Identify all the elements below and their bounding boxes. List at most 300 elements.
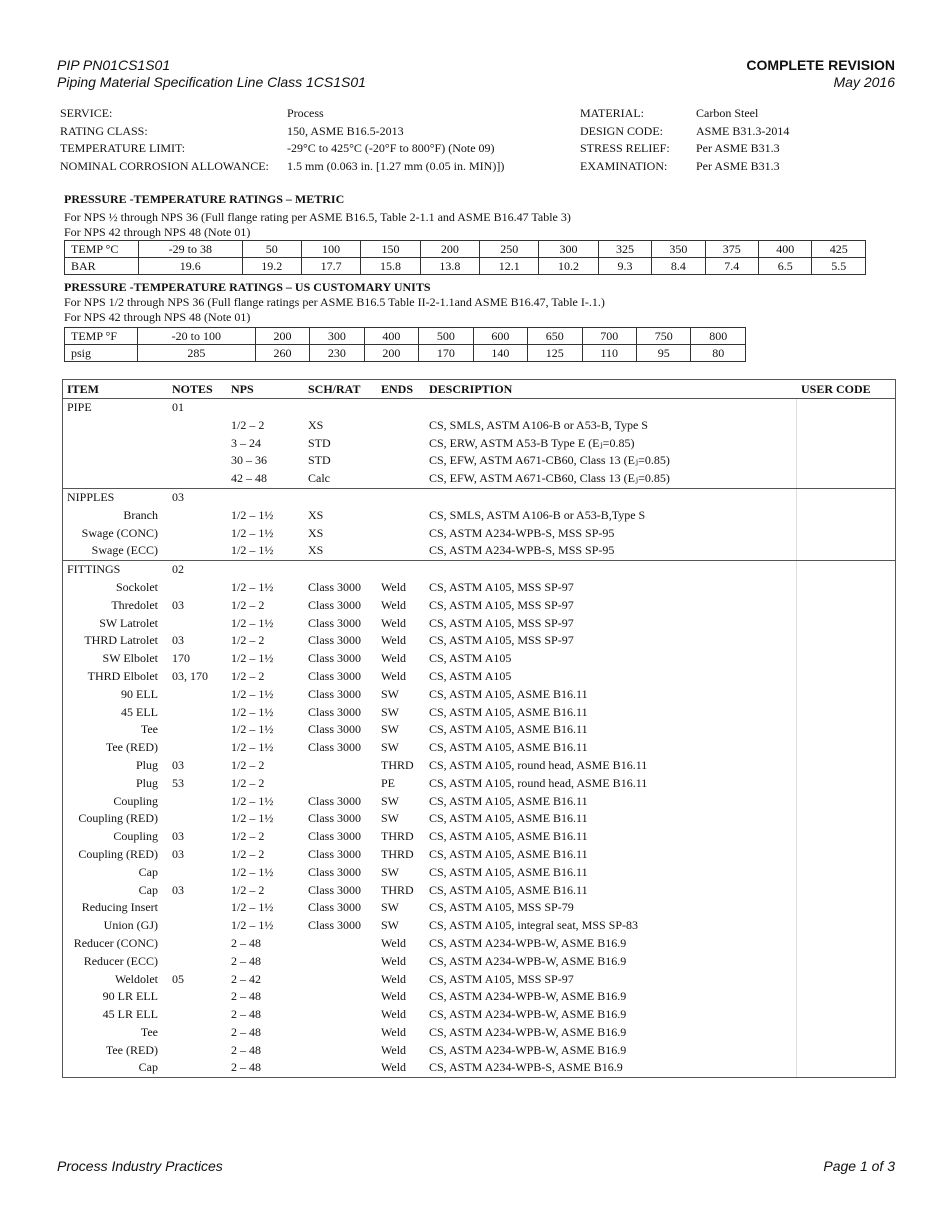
row-nps: 2 – 48 <box>231 953 261 968</box>
row-sch-rat: XS <box>308 417 324 432</box>
row-description: CS, ASTM A105, ASME B16.11 <box>429 846 588 861</box>
row-ends: SW <box>381 740 399 755</box>
spec-row <box>63 579 895 597</box>
spec-group-title-row <box>63 489 895 507</box>
metric-value-cell: 19.2 <box>242 258 301 275</box>
row-ends: Weld <box>381 651 407 666</box>
row-item: Plug <box>135 775 158 790</box>
row-nps: 1/2 – 1½ <box>231 615 274 630</box>
spec-row <box>63 846 895 864</box>
row-description: CS, ASTM A105, MSS SP-97 <box>429 597 574 612</box>
spec-row <box>63 828 895 846</box>
row-item: 90 ELL <box>121 686 158 701</box>
spec-row <box>63 1024 895 1042</box>
metric-temp-cell: 100 <box>301 241 360 258</box>
row-description: CS, ASTM A234-WPB-W, ASME B16.9 <box>429 935 627 950</box>
revision-label: COMPLETE REVISION <box>746 57 895 73</box>
row-description: CS, ASTM A105 <box>429 668 512 683</box>
row-nps: 1/2 – 2 <box>231 775 265 790</box>
row-nps: 1/2 – 2 <box>231 417 265 432</box>
row-description: CS, ASTM A234-WPB-W, ASME B16.9 <box>429 1024 627 1039</box>
row-ends: PE <box>381 775 396 790</box>
metric-value-cell: 8.4 <box>652 258 705 275</box>
row-description: CS, ASTM A234-WPB-S, MSS SP-95 <box>429 525 615 540</box>
spec-row <box>63 597 895 615</box>
info-value: Per ASME B31.3 <box>696 159 780 174</box>
row-item: Cap <box>138 1060 158 1075</box>
row-ends: Weld <box>381 971 407 986</box>
row-item: Tee <box>140 1024 158 1039</box>
row-nps: 1/2 – 1½ <box>231 900 274 915</box>
row-ends: Weld <box>381 953 407 968</box>
spec-row <box>63 1006 895 1024</box>
metric-temp-cell: 350 <box>652 241 705 258</box>
row-description: CS, EFW, ASTM A671-CB60, Class 13 (Eⱼ=0.85) <box>429 471 670 486</box>
row-ends: SW <box>381 793 399 808</box>
row-description: CS, ERW, ASTM A53-B Type E (Eⱼ=0.85) <box>429 435 635 450</box>
row-notes: 03 <box>172 597 184 612</box>
row-item: Coupling (RED) <box>78 846 158 861</box>
spec-row <box>63 935 895 953</box>
row-description: CS, ASTM A105, ASME B16.11 <box>429 882 588 897</box>
row-description: CS, ASTM A105, MSS SP-97 <box>429 615 574 630</box>
header-notes: NOTES <box>172 382 213 396</box>
row-sch-rat: Class 3000 <box>308 615 362 630</box>
spec-info-block <box>60 106 900 177</box>
row-ends: SW <box>381 722 399 737</box>
row-item: Tee (RED) <box>105 1042 158 1057</box>
row-nps: 2 – 48 <box>231 1042 261 1057</box>
doc-title: Piping Material Specification Line Class 1CS1S01 <box>57 74 366 90</box>
spec-row <box>63 810 895 828</box>
info-row <box>60 106 900 124</box>
row-sch-rat: Class 3000 <box>308 704 362 719</box>
row-description: CS, ASTM A105, ASME B16.11 <box>429 811 588 826</box>
row-sch-rat: Class 3000 <box>308 846 362 861</box>
us-value-cell: 230 <box>310 345 364 362</box>
row-item: THRD Latrolet <box>84 633 158 648</box>
row-ends: Weld <box>381 1060 407 1075</box>
row-sch-rat: Class 3000 <box>308 900 362 915</box>
row-description: CS, ASTM A105 <box>429 651 512 666</box>
row-sch-rat: Class 3000 <box>308 633 362 648</box>
spec-row <box>63 721 895 739</box>
row-description: CS, ASTM A105, ASME B16.11 <box>429 740 588 755</box>
row-description: CS, ASTM A105, ASME B16.11 <box>429 793 588 808</box>
metric-value-cell: 9.3 <box>598 258 651 275</box>
row-notes: 03 <box>172 829 184 844</box>
row-notes: 03 <box>172 882 184 897</box>
us-temp-cell: 650 <box>528 328 582 345</box>
row-sch-rat: STD <box>308 435 331 450</box>
spec-row <box>63 971 895 989</box>
row-nps: 3 – 24 <box>231 435 261 450</box>
row-ends: Weld <box>381 615 407 630</box>
spec-row <box>63 435 895 453</box>
us-note-1: For NPS 1/2 through NPS 36 (Full flange ratings per ASME B16.5 Table II-2-1.1and ASME B16.47, Table I-.1.) <box>64 295 605 309</box>
row-nps: 1/2 – 2 <box>231 633 265 648</box>
row-nps: 1/2 – 1½ <box>231 811 274 826</box>
row-sch-rat: XS <box>308 507 324 522</box>
spec-row <box>63 650 895 668</box>
row-notes: 03 <box>172 757 184 772</box>
row-nps: 1/2 – 2 <box>231 829 265 844</box>
row-nps: 1/2 – 2 <box>231 882 265 897</box>
group-notes: 02 <box>172 562 184 577</box>
info-value: Process <box>287 106 324 120</box>
row-nps: 1/2 – 1½ <box>231 740 274 755</box>
row-description: CS, ASTM A234-WPB-W, ASME B16.9 <box>429 1007 627 1022</box>
spec-row <box>63 757 895 775</box>
metric-temp-label: TEMP °C <box>65 241 139 258</box>
page-number: Page 1 of 3 <box>823 1158 895 1174</box>
row-item: THRD Elbolet <box>87 668 158 683</box>
spec-row <box>63 452 895 470</box>
row-sch-rat: Class 3000 <box>308 811 362 826</box>
header-item: ITEM <box>67 382 100 396</box>
row-sch-rat: Class 3000 <box>308 597 362 612</box>
metric-note-2: For NPS 42 through NPS 48 (Note 01) <box>64 225 251 239</box>
row-ends: SW <box>381 686 399 701</box>
group-title: NIPPLES <box>67 489 115 504</box>
row-item: Sockolet <box>116 579 158 594</box>
row-item: SW Elbolet <box>102 651 158 666</box>
info-label: SERVICE: <box>60 106 113 120</box>
row-nps: 30 – 36 <box>231 453 267 468</box>
spec-row <box>63 507 895 525</box>
row-item: Union (GJ) <box>103 918 158 933</box>
row-sch-rat: Class 3000 <box>308 882 362 897</box>
us-value-cell: 110 <box>582 345 636 362</box>
row-description: CS, ASTM A105, MSS SP-97 <box>429 579 574 594</box>
row-description: CS, ASTM A105, ASME B16.11 <box>429 704 588 719</box>
metric-value-cell: 5.5 <box>812 258 866 275</box>
row-item: Reducing Insert <box>81 900 158 915</box>
header-user-code: USER CODE <box>801 382 871 396</box>
spec-table-body <box>63 399 895 1077</box>
row-ends: SW <box>381 811 399 826</box>
row-description: CS, ASTM A105, round head, ASME B16.11 <box>429 757 648 772</box>
row-sch-rat: Class 3000 <box>308 864 362 879</box>
footer-org: Process Industry Practices <box>57 1158 223 1174</box>
spec-row <box>63 417 895 435</box>
row-item: Reducer (ECC) <box>83 953 158 968</box>
us-temp-cell: 700 <box>582 328 636 345</box>
row-sch-rat: Calc <box>308 471 330 486</box>
metric-value-cell: 13.8 <box>420 258 479 275</box>
metric-temp-cell: -29 to 38 <box>139 241 243 258</box>
row-description: CS, ASTM A105, round head, ASME B16.11 <box>429 775 648 790</box>
row-description: CS, SMLS, ASTM A106-B or A53-B, Type S <box>429 417 648 432</box>
us-value-label: psig <box>65 345 138 362</box>
row-ends: Weld <box>381 1042 407 1057</box>
row-ends: SW <box>381 704 399 719</box>
row-item: Plug <box>135 757 158 772</box>
info-value: ASME B31.3-2014 <box>696 123 790 138</box>
row-description: CS, ASTM A234-WPB-W, ASME B16.9 <box>429 1042 627 1057</box>
row-description: CS, ASTM A105, MSS SP-97 <box>429 971 574 986</box>
doc-date: May 2016 <box>833 74 895 90</box>
info-value: 1.5 mm (0.063 in. [1.27 mm (0.05 in. MIN)]) <box>287 159 505 174</box>
row-nps: 1/2 – 1½ <box>231 651 274 666</box>
row-ends: Weld <box>381 989 407 1004</box>
row-description: CS, ASTM A105, ASME B16.11 <box>429 686 588 701</box>
row-item: 90 LR ELL <box>102 989 158 1004</box>
row-sch-rat: STD <box>308 453 331 468</box>
metric-value-cell: 19.6 <box>139 258 243 275</box>
row-description: CS, ASTM A234-WPB-S, MSS SP-95 <box>429 543 615 558</box>
metric-temp-cell: 250 <box>480 241 539 258</box>
row-notes: 53 <box>172 775 184 790</box>
spec-row <box>63 899 895 917</box>
info-value: Per ASME B31.3 <box>696 141 780 156</box>
row-notes: 170 <box>172 651 190 666</box>
row-description: CS, ASTM A105, MSS SP-79 <box>429 900 574 915</box>
us-temp-cell: 400 <box>364 328 418 345</box>
spec-group <box>63 399 895 489</box>
row-nps: 2 – 48 <box>231 1060 261 1075</box>
group-notes: 03 <box>172 489 184 504</box>
row-description: CS, ASTM A105, integral seat, MSS SP-83 <box>429 918 639 933</box>
row-item: Weldolet <box>114 971 158 986</box>
row-nps: 1/2 – 1½ <box>231 507 274 522</box>
row-nps: 2 – 48 <box>231 1024 261 1039</box>
row-ends: Weld <box>381 935 407 950</box>
us-value-cell: 260 <box>255 345 309 362</box>
row-sch-rat: Class 3000 <box>308 793 362 808</box>
metric-value-cell: 7.4 <box>705 258 758 275</box>
row-notes: 03 <box>172 633 184 648</box>
row-item: Tee <box>140 722 158 737</box>
row-sch-rat: Class 3000 <box>308 651 362 666</box>
row-nps: 1/2 – 1½ <box>231 686 274 701</box>
row-item: Tee (RED) <box>105 740 158 755</box>
row-item: Coupling <box>113 829 158 844</box>
spec-row <box>63 864 895 882</box>
spec-row <box>63 632 895 650</box>
metric-temp-cell: 50 <box>242 241 301 258</box>
metric-value-cell: 15.8 <box>361 258 420 275</box>
spec-row <box>63 917 895 935</box>
row-ends: Weld <box>381 668 407 683</box>
row-ends: SW <box>381 918 399 933</box>
header-sch-rat: SCH/RAT <box>308 382 361 396</box>
info-row <box>60 124 900 142</box>
us-temp-cell: 500 <box>419 328 473 345</box>
info-label: MATERIAL: <box>580 106 644 120</box>
metric-temp-cell: 425 <box>812 241 866 258</box>
row-sch-rat: Class 3000 <box>308 740 362 755</box>
row-sch-rat: XS <box>308 543 324 558</box>
info-label: TEMPERATURE LIMIT: <box>60 141 186 156</box>
metric-temp-cell: 150 <box>361 241 420 258</box>
header-description: DESCRIPTION <box>429 382 513 396</box>
us-value-cell: 125 <box>528 345 582 362</box>
spec-row <box>63 542 895 560</box>
us-value-cell: 95 <box>636 345 690 362</box>
row-nps: 1/2 – 1½ <box>231 918 274 933</box>
row-nps: 1/2 – 1½ <box>231 525 274 540</box>
info-label: NOMINAL CORROSION ALLOWANCE: <box>60 159 269 174</box>
us-value-cell: 140 <box>473 345 527 362</box>
metric-temp-cell: 375 <box>705 241 758 258</box>
row-sch-rat: Class 3000 <box>308 668 362 683</box>
info-row <box>60 159 900 177</box>
row-sch-rat: Class 3000 <box>308 579 362 594</box>
row-ends: Weld <box>381 597 407 612</box>
row-description: CS, ASTM A105, ASME B16.11 <box>429 829 588 844</box>
row-item: 45 LR ELL <box>102 1007 158 1022</box>
row-nps: 1/2 – 2 <box>231 757 265 772</box>
row-nps: 2 – 42 <box>231 971 261 986</box>
row-item: Coupling (RED) <box>78 811 158 826</box>
row-sch-rat: Class 3000 <box>308 918 362 933</box>
spec-row <box>63 953 895 971</box>
group-title: FITTINGS <box>67 562 121 577</box>
row-notes: 05 <box>172 971 184 986</box>
us-temp-cell: 300 <box>310 328 364 345</box>
row-nps: 1/2 – 1½ <box>231 579 274 594</box>
spec-group-title-row <box>63 561 895 579</box>
spec-row <box>63 1042 895 1060</box>
material-spec-table <box>62 379 896 1078</box>
us-value-cell: 285 <box>138 345 256 362</box>
row-item: Cap <box>138 882 158 897</box>
metric-value-cell: 17.7 <box>301 258 360 275</box>
row-item: Thredolet <box>111 597 158 612</box>
row-ends: Weld <box>381 1024 407 1039</box>
metric-value-cell: 12.1 <box>480 258 539 275</box>
row-nps: 1/2 – 1½ <box>231 543 274 558</box>
metric-note-1: For NPS ½ through NPS 36 (Full flange rating per ASME B16.5, Table 2-1.1 and ASME B16.47 Table 3) <box>64 210 571 224</box>
row-item: Swage (ECC) <box>91 543 158 558</box>
row-nps: 2 – 48 <box>231 1007 261 1022</box>
metric-temp-cell: 325 <box>598 241 651 258</box>
row-notes: 03 <box>172 846 184 861</box>
row-item: Coupling <box>113 793 158 808</box>
us-value-cell: 80 <box>691 345 746 362</box>
us-temp-label: TEMP °F <box>65 328 138 345</box>
spec-row <box>63 615 895 633</box>
metric-value-label: BAR <box>65 258 139 275</box>
spec-row <box>63 525 895 543</box>
info-value: 150, ASME B16.5-2013 <box>287 123 404 138</box>
header-nps: NPS <box>231 382 254 396</box>
spec-group-title-row <box>63 399 895 417</box>
row-nps: 2 – 48 <box>231 989 261 1004</box>
row-description: CS, EFW, ASTM A671-CB60, Class 13 (Eⱼ=0.85) <box>429 453 670 468</box>
row-item: Reducer (CONC) <box>73 935 158 950</box>
row-ends: THRD <box>381 882 414 897</box>
row-item: Branch <box>123 507 158 522</box>
us-value-cell: 200 <box>364 345 418 362</box>
us-temp-cell: 800 <box>691 328 746 345</box>
info-label: EXAMINATION: <box>580 159 668 174</box>
spec-row <box>63 793 895 811</box>
row-ends: Weld <box>381 1007 407 1022</box>
spec-group <box>63 489 895 561</box>
metric-temp-cell: 300 <box>539 241 598 258</box>
row-nps: 1/2 – 2 <box>231 597 265 612</box>
metric-ratings-table <box>64 240 866 275</box>
us-note-2: For NPS 42 through NPS 48 (Note 01) <box>64 310 251 324</box>
spec-table-header <box>63 380 895 399</box>
row-description: CS, SMLS, ASTM A106-B or A53-B,Type S <box>429 507 646 522</box>
row-nps: 42 – 48 <box>231 471 267 486</box>
row-sch-rat: Class 3000 <box>308 829 362 844</box>
row-ends: THRD <box>381 846 414 861</box>
spec-row <box>63 704 895 722</box>
spec-row <box>63 882 895 900</box>
row-item: Cap <box>138 864 158 879</box>
row-nps: 1/2 – 1½ <box>231 864 274 879</box>
us-value-cell: 170 <box>419 345 473 362</box>
row-item: SW Latrolet <box>99 615 158 630</box>
row-nps: 1/2 – 2 <box>231 668 265 683</box>
us-temp-cell: 600 <box>473 328 527 345</box>
info-row <box>60 141 900 159</box>
row-nps: 2 – 48 <box>231 935 261 950</box>
us-ratings-title: PRESSURE -TEMPERATURE RATINGS – US CUSTOMARY UNITS <box>64 280 431 294</box>
row-nps: 1/2 – 2 <box>231 846 265 861</box>
row-sch-rat: Class 3000 <box>308 722 362 737</box>
spec-group <box>63 561 895 1077</box>
row-ends: THRD <box>381 757 414 772</box>
spec-row <box>63 470 895 488</box>
row-nps: 1/2 – 1½ <box>231 793 274 808</box>
row-description: CS, ASTM A105, ASME B16.11 <box>429 864 588 879</box>
row-item: Swage (CONC) <box>81 525 158 540</box>
row-item: 45 ELL <box>121 704 158 719</box>
info-label: STRESS RELIEF: <box>580 141 670 156</box>
row-description: CS, ASTM A234-WPB-S, ASME B16.9 <box>429 1060 623 1075</box>
doc-id: PIP PN01CS1S01 <box>57 57 171 73</box>
us-temp-cell: 200 <box>255 328 309 345</box>
metric-ratings-title: PRESSURE -TEMPERATURE RATINGS – METRIC <box>64 192 345 206</box>
spec-row <box>63 775 895 793</box>
metric-value-cell: 6.5 <box>759 258 812 275</box>
row-ends: Weld <box>381 579 407 594</box>
spec-row <box>63 1059 895 1077</box>
metric-temp-cell: 200 <box>420 241 479 258</box>
header-ends: ENDS <box>381 382 414 396</box>
info-label: RATING CLASS: <box>60 123 148 138</box>
spec-row <box>63 686 895 704</box>
row-description: CS, ASTM A234-WPB-W, ASME B16.9 <box>429 953 627 968</box>
info-label: DESIGN CODE: <box>580 123 663 138</box>
info-value: Carbon Steel <box>696 106 759 120</box>
row-ends: SW <box>381 900 399 915</box>
row-ends: THRD <box>381 829 414 844</box>
row-sch-rat: Class 3000 <box>308 686 362 701</box>
row-nps: 1/2 – 1½ <box>231 722 274 737</box>
group-title: PIPE <box>67 400 92 414</box>
row-ends: SW <box>381 864 399 879</box>
spec-row <box>63 668 895 686</box>
us-temp-cell: -20 to 100 <box>138 328 256 345</box>
row-sch-rat: XS <box>308 525 324 540</box>
spec-row <box>63 988 895 1006</box>
metric-temp-cell: 400 <box>759 241 812 258</box>
row-description: CS, ASTM A105, MSS SP-97 <box>429 633 574 648</box>
info-value: -29°C to 425°C (-20°F to 800°F) (Note 09) <box>287 141 495 156</box>
row-ends: Weld <box>381 633 407 648</box>
spec-row <box>63 739 895 757</box>
row-description: CS, ASTM A105, ASME B16.11 <box>429 722 588 737</box>
row-notes: 03, 170 <box>172 668 208 683</box>
us-temp-cell: 750 <box>636 328 690 345</box>
row-nps: 1/2 – 1½ <box>231 704 274 719</box>
